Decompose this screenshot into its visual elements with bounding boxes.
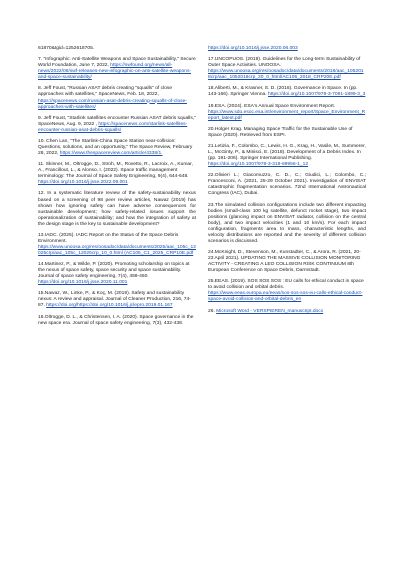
reference-entry xyxy=(38,162,196,186)
reference-link[interactable]: https://doi.org/10.1016/j.jsse.2020.06.003 xyxy=(208,46,298,51)
references-right-column xyxy=(208,46,366,320)
reference-entry xyxy=(38,291,196,309)
reference-entry xyxy=(38,116,196,134)
reference-text: 15.Nawaz, W., Linke, P., & Koç, M. (2019). Safety and sustainability nexus: A review and appraisal. Journal of Cleaner Production, 216, 74-87. xyxy=(38,291,191,309)
reference-entry xyxy=(208,203,366,245)
reference-link[interactable]: https://doi.org/10.1007/978-3-7091-1899-3_3 xyxy=(268,92,366,98)
reference-link[interactable]: Microsoft Word - VERSPIEREN_manuscript.docx xyxy=(216,308,324,314)
reference-entry xyxy=(38,262,196,286)
reference-text: 12. In a systematic literature review of the safety-sustainability nexus based on a screening of 98 peer review articles, Nawaz (2019) has shown how ignoring safety can have adverse consequences for sustainable development; how safety-related issues support the operationalization of sustainability; and how the integration of safety at the design stage is the key to sustainable development? xyxy=(38,191,198,227)
reference-link[interactable]: https://swfound.org/news/all-news/2022/06/swf-releases-new-infographic-on-anti-satellite-weapons-and-space-sustainability/ xyxy=(38,63,192,81)
reference-link[interactable]: https://www.unoosa.org/res/oosadoc/data/documents/2025/aac_105c_12025crp/aac_105c_12025crp_10_0.html (AC105_C1_2025_CRP10E.pdf xyxy=(38,244,196,256)
reference-text: 18.Aliberti, M., & Krasner, S. D. (2016). Governance in Space. In (pp. 143-166). Springer Vienna. xyxy=(208,86,359,98)
reference-link[interactable]: https://spacenews.com/starlink-satellites-encounter-russian-asat-debris-squalls/ xyxy=(38,121,188,133)
reference-text: 22.Olivieri L.; Giacomuzzo, C. D., C.; Giudici, L.; Colombo, C.; Francesconi, A. (2021, 25-29 October 2021). Investigation of ENVISAT catastrophic fragmentation scenarios. 72nd International Astronautical Congress (IAC), Dubai. xyxy=(208,173,368,197)
reference-text: 20.Holger Krag. Managing Space Traffic for the Sustainable Use of Space (2020). Retrieved from ESPI. xyxy=(208,126,354,138)
reference-text: 8. Jeff Foust, "Russian ASAT debris creating "squalls" of close approaches with satellites," SpaceNews, Feb. 18, 2022, xyxy=(38,86,174,98)
reference-link[interactable]: https://doi.org/https://doi.org/10.1016/j.jclepro.2019.01.167 xyxy=(46,303,173,309)
reference-entry xyxy=(208,46,366,52)
reference-text: 23.The simulated collision configurations include two different impacting bodies (small-class 100 kg satellite, defunct rocket stage), two impact positions (glancing impact on ENVISAT radiator, collision on the central body), and two impact velocities (1 and 10 km/s). For each impact configuration, fragments area to mass, characteristic lengths, and velocity distributions are reported and the severity of different collision scenarios is discussed. xyxy=(208,202,368,244)
reference-entry xyxy=(208,57,366,81)
references-left-column xyxy=(38,46,196,332)
reference-text: 24.McKnight, D., Stevenson, M., Kunstadter, C., & Arora, R. (2021, 20-23 April 2021). UPDATING THE MASSIVE COLLISION MONITORING ACTIVITY - CREATING A LEO COLLISION RISK CONTINUUM 8th European Conference on Space Debris, Darmstadt. xyxy=(208,250,362,274)
reference-entry xyxy=(38,139,196,157)
reference-link[interactable]: https://spacenews.com/russian-asat-debris-creating-squalls-of-close-approaches-with-satellites/ xyxy=(38,98,187,110)
reference-link[interactable]: https://www.unoosa.org/res/oosadoc/data/documents/2018/aac_1052018crp/aac_1052018crp_20_0_html/AC105_2018_CRP20E.pdf xyxy=(208,69,364,81)
reference-text: 10. Chen Lan, "The Starlink-China Space Station near-collision: Questions, solutions, and an opportunity," The Space Review, February 28, 2022, xyxy=(38,138,194,157)
reference-entry xyxy=(208,144,366,168)
reference-entry xyxy=(38,46,196,52)
reference-text: 26. xyxy=(208,308,217,314)
reference-text: 21.Letizia, F., Colombo, C., Lewis, H. G., Krag, H., Vasile, M., Summerer, L., McGinty, P., & Minisci, E. (2018). Development of a Debris Index. In (pp. 191-206). Springer International Publishing. xyxy=(208,144,368,162)
reference-text: 25.EEAS. (2019). SOS SOS SOS : EU calls for ethical conduct in space to avoid collision and orbital debris. xyxy=(208,279,366,291)
reference-link[interactable]: https://www.sdo.esoc.esa.int/environment_report/Space_Environment_Report_latest.pdf xyxy=(208,109,366,121)
reference-entry xyxy=(38,191,196,227)
reference-entry xyxy=(208,86,366,98)
reference-entry xyxy=(38,57,196,81)
reference-text: 14.Martinez, P., & Wilde, P. (2020). Promoting scholarship on topics at the nexus of space safety, space security and space sustainability. Journal of space safety engineering, 7(4), 459-460. xyxy=(38,262,191,280)
reference-entry xyxy=(208,104,366,122)
reference-entry xyxy=(38,86,196,110)
reference-text: 16.Oltrogge, D. L., & Christensen, I. A. (2020). Space governance in the new space era. Journal of space safety engineering, 7(3), 432-438. xyxy=(38,314,195,326)
reference-text: 11. Skinner, M., Oltrogge, D., Stroh, M., Rovetto, R., Lacroix, A., Kumar, A., Francillout, L., & Alonso, I. (2022). Space traffic management terminology: The Journal of Space Safety Engineering, 9(4), 644-648. xyxy=(38,162,194,180)
reference-text: 19.ESA. (2024). ESA's Annual Space Environment Report. xyxy=(208,103,337,109)
reference-link[interactable]: https://doi.org/10.1016/j.jsse.2022.09.001 xyxy=(38,180,128,186)
reference-text: 9. Jeff Foust, "Starlink satellites encounter Russian ASAT debris squalls," SpaceNews, Aug. 9, 2022 , xyxy=(38,115,198,127)
reference-entry xyxy=(208,309,366,315)
reference-entry xyxy=(38,233,196,257)
reference-link[interactable]: https://www.thespacereview.com/article/4338/1. xyxy=(59,151,163,157)
reference-link[interactable]: https://doi.org/10.1016/j.jsse.2020.11.001 xyxy=(38,280,128,286)
reference-entry xyxy=(208,279,366,303)
reference-entry xyxy=(38,315,196,327)
reference-entry xyxy=(208,250,366,274)
reference-link[interactable]: https://www.eeas.europa.eu/eeas/sos-sos-sos-eu-calls-ethical-conduct-space-avoid-collision-and-orbital-debris_en xyxy=(208,291,363,303)
reference-text: 13.IADC. (2025). IADC Report on the Status of the Space Debris Environment. xyxy=(38,232,180,244)
reference-text: 61870&tgid=1252618705. xyxy=(38,46,95,51)
reference-text: 17.UNCOPUOS. (2019). Guidelines for the Long-term Sustainability of Outer Space Activities. UNOOSA. xyxy=(208,57,362,69)
reference-text: 7. "Infographic: Anti-Satellite Weapons and Space Sustainability," Secure World Foundation, June 7, 2022, xyxy=(38,57,198,69)
reference-entry xyxy=(208,127,366,139)
reference-link[interactable]: https://doi.org/10.1007/978-3-319-69956-1_12 xyxy=(208,162,309,168)
reference-entry xyxy=(208,173,366,197)
